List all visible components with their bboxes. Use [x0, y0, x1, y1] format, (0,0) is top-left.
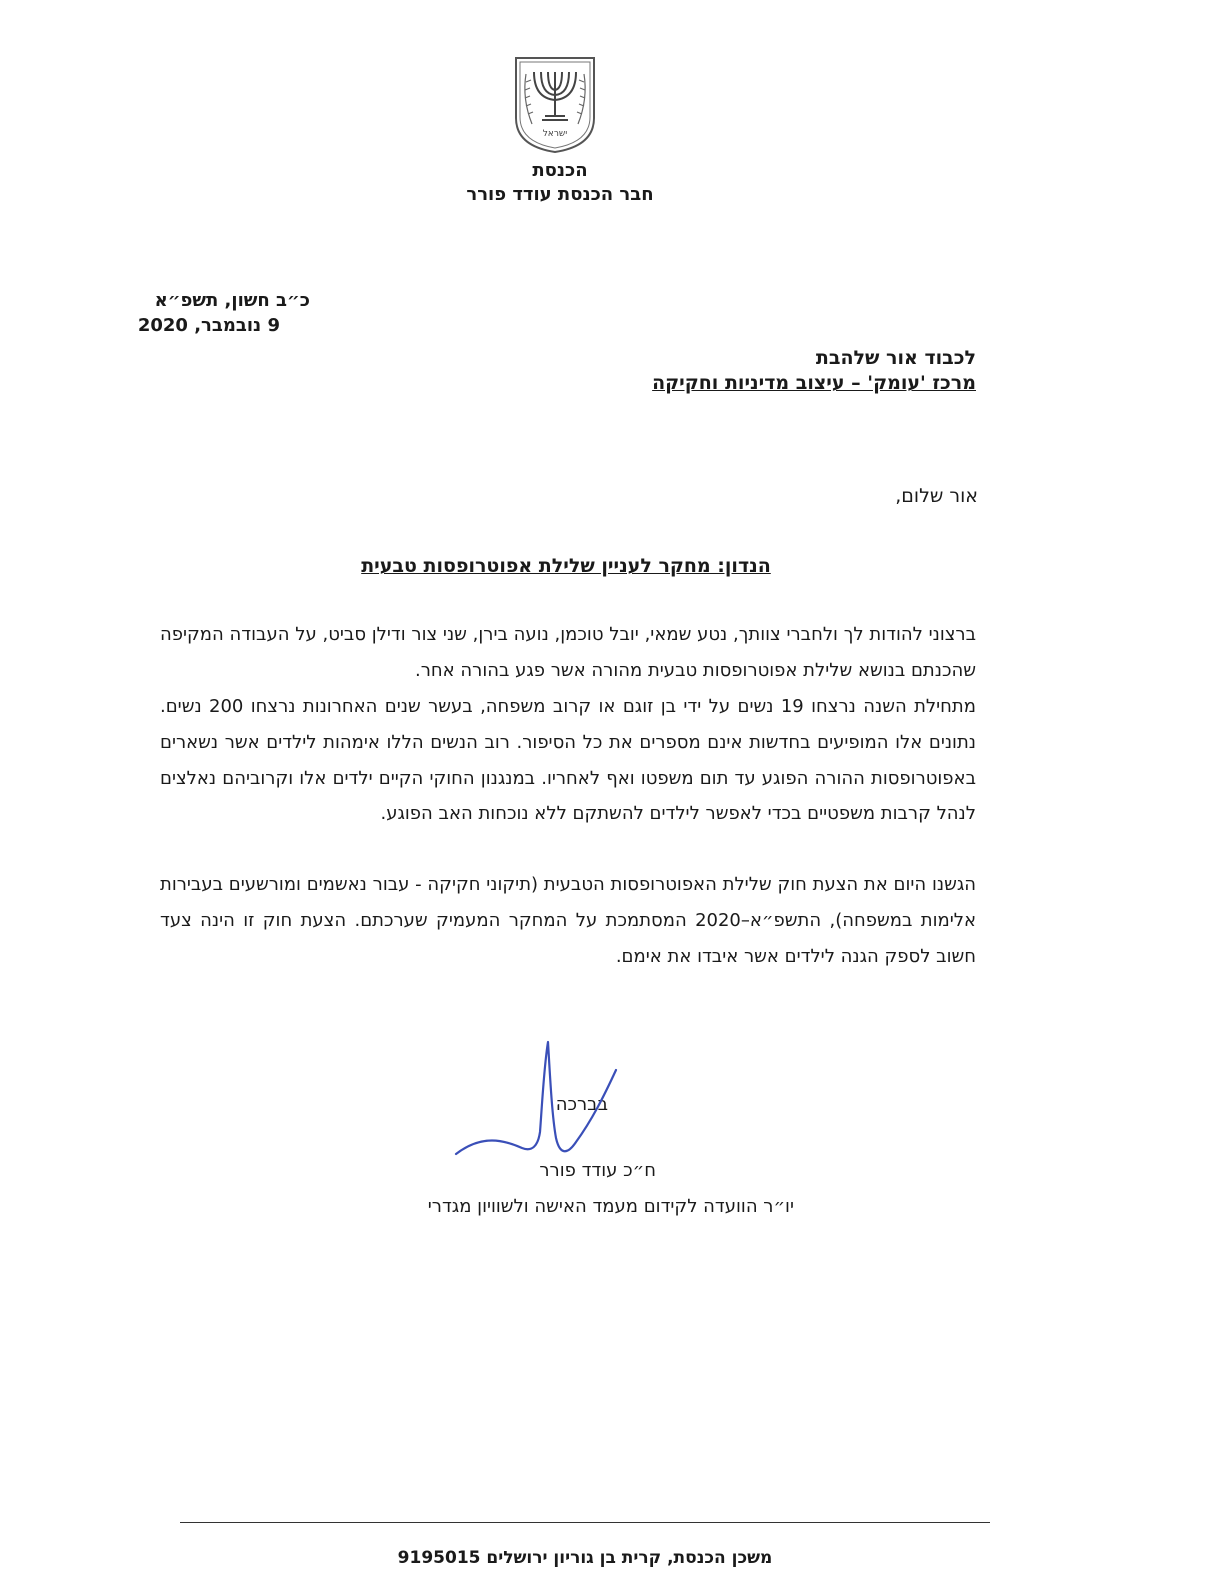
date-gregorian: 9 נובמבר, 2020: [137, 315, 280, 336]
subject-line: הנדון: מחקר לעניין שלילת אפוטרופסות טבעית: [361, 555, 771, 577]
knesset-emblem-icon: [512, 54, 598, 154]
signer-role: יו״ר הוועדה לקידום מעמד האישה ולשוויון מגדרי: [427, 1196, 794, 1217]
recipient-organization: מרכז 'עומק' – עיצוב מדיניות וחקיקה: [652, 372, 976, 394]
letterhead-title: הכנסת: [532, 160, 588, 181]
handwritten-signature: [452, 1036, 624, 1164]
date-hebrew: כ״ב חשון, תשפ״א: [154, 290, 310, 311]
emblem-label: ישראל: [542, 129, 568, 139]
greeting: אור שלום,: [895, 485, 978, 507]
body-paragraph-1: ברצוני להודות לך ולחברי צוותך, נטע שמאי, יובל טוכמן, נועה בירן, שני צור ודילן סביט, על העבודה המקיפה שהכנתם בנושא שלילת אפוטרופסות טבעית מהורה אשר פגע בהורה אחר.: [160, 624, 976, 681]
recipient-name: לכבוד אור שלהבת: [815, 347, 976, 369]
body-paragraph-3: הגשנו היום את הצעת חוק שלילת האפוטרופסות הטבעית (תיקוני חקיקה - עבור נאשמים ומורשעים בעבירות אלימות במשפחה), התשפ״א–2020 המסתמכת על המחקר המעמיק שערכתם. הצעת חוק זו הינה צעד חשוב לספק הגנה לילדים אשר איבדו את אימם.: [160, 874, 976, 967]
closing: בברכה: [555, 1094, 608, 1115]
letterhead-subtitle: חבר הכנסת עודד פורר: [466, 184, 654, 205]
footer-divider: [180, 1522, 990, 1523]
signer-name: ח״כ עודד פורר: [539, 1160, 656, 1181]
footer-address: משכן הכנסת, קרית בן גוריון ירושלים 9195015: [397, 1548, 773, 1568]
body-paragraph-2: מתחילת השנה נרצחו 19 נשים על ידי בן זוגם או קרוב משפחה, בעשר שנים האחרונות נרצחו 200 נשים. נתונים אלו המופיעים בחדשות אינם מספרים את כל הסיפור. רוב הנשים הללו אימהות לילדים אשר נשארים באפוטרופסות ההורה הפוגע עד תום משפטו ואף לאחריו. במנגנון החוקי הקיים ילדים אלו וקרוביהם נאלצים לנהל קרבות משפטיים בכדי לאפשר לילדים להשתקם ללא נוכחות האב הפוגע.: [160, 696, 976, 825]
